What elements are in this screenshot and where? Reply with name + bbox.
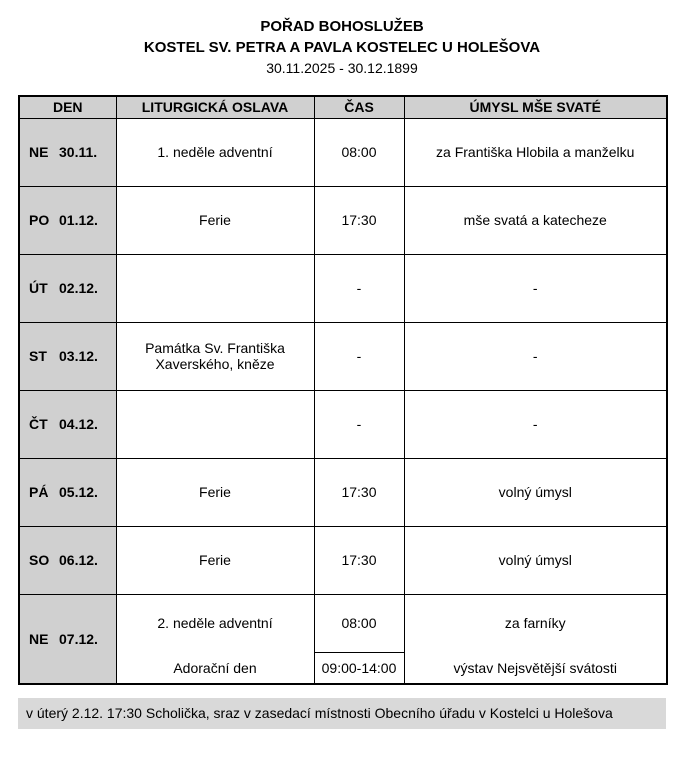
day-abbr: NE [29, 630, 49, 647]
day-date: 01.12. [59, 212, 98, 228]
title-block [18, 16, 666, 79]
celebration-cell: 1. neděle adventní [116, 118, 314, 186]
intention-cell: volný úmysl [404, 526, 667, 594]
celebration-cell: Ferie [116, 458, 314, 526]
table-row [19, 594, 667, 652]
day-cell [19, 186, 116, 254]
time-cell: 17:30 [314, 186, 404, 254]
table-row [19, 652, 667, 684]
schedule-table [18, 95, 668, 685]
day-date: 03.12. [59, 348, 98, 364]
celebration-cell: Adorační den [116, 652, 314, 684]
day-abbr: NE [29, 144, 49, 160]
day-cell [19, 254, 116, 322]
table-row [19, 254, 667, 322]
time-cell: - [314, 254, 404, 322]
intention-cell: - [404, 390, 667, 458]
day-cell [19, 526, 116, 594]
col-header-den: DEN [19, 96, 116, 118]
day-date: 07.12. [59, 630, 98, 647]
celebration-cell [116, 390, 314, 458]
celebration-cell: 2. neděle adventní [116, 594, 314, 652]
day-date: 06.12. [59, 552, 98, 568]
time-cell: 09:00-14:00 [314, 652, 404, 684]
time-cell: 08:00 [314, 594, 404, 652]
table-row [19, 186, 667, 254]
header-row [19, 96, 667, 118]
time-cell: - [314, 322, 404, 390]
day-date: 04.12. [59, 416, 98, 432]
intention-cell: za farníky [404, 594, 667, 652]
celebration-cell: Ferie [116, 526, 314, 594]
page-subtitle: KOSTEL SV. PETRA A PAVLA KOSTELEC U HOLEŠOVA [143, 39, 541, 56]
intention-cell: - [404, 322, 667, 390]
date-range: 30.11.2025 - 30.12.1899 [266, 60, 418, 76]
day-abbr: PO [29, 212, 50, 228]
celebration-cell: Památka Sv. Františka Xaverského, kněze [116, 322, 314, 390]
celebration-cell [116, 254, 314, 322]
table-row [19, 322, 667, 390]
intention-cell: mše svatá a katecheze [404, 186, 667, 254]
day-cell [19, 118, 116, 186]
page-title: POŘAD BOHOSLUŽEB [260, 18, 424, 35]
day-abbr: ČT [29, 416, 48, 432]
day-date: 30.11. [59, 144, 98, 160]
intention-cell: - [404, 254, 667, 322]
time-cell: - [314, 390, 404, 458]
day-abbr: ST [29, 348, 47, 364]
intention-cell: volný úmysl [404, 458, 667, 526]
day-cell [19, 390, 116, 458]
day-cell [19, 594, 116, 684]
col-header-umysl: ÚMYSL MŠE SVATÉ [404, 96, 667, 118]
day-date: 02.12. [59, 280, 98, 296]
intention-cell: za Františka Hlobila a manželku [404, 118, 667, 186]
day-date: 05.12. [59, 484, 98, 500]
day-cell [19, 322, 116, 390]
intention-cell: výstav Nejsvětější svátosti [404, 652, 667, 684]
col-header-cas: ČAS [314, 96, 404, 118]
footer-note: v úterý 2.12. 17:30 Scholička, sraz v zasedací místnosti Obecního úřadu v Kostelci u Holešova [18, 698, 666, 729]
col-header-oslava: LITURGICKÁ OSLAVA [116, 96, 314, 118]
celebration-cell: Ferie [116, 186, 314, 254]
day-abbr: ÚT [29, 280, 48, 296]
day-abbr: PÁ [29, 484, 49, 500]
time-cell: 08:00 [314, 118, 404, 186]
day-abbr: SO [29, 552, 50, 568]
table-row [19, 526, 667, 594]
table-row [19, 390, 667, 458]
time-cell: 17:30 [314, 458, 404, 526]
time-cell: 17:30 [314, 526, 404, 594]
table-row [19, 118, 667, 186]
day-cell [19, 458, 116, 526]
table-row [19, 458, 667, 526]
